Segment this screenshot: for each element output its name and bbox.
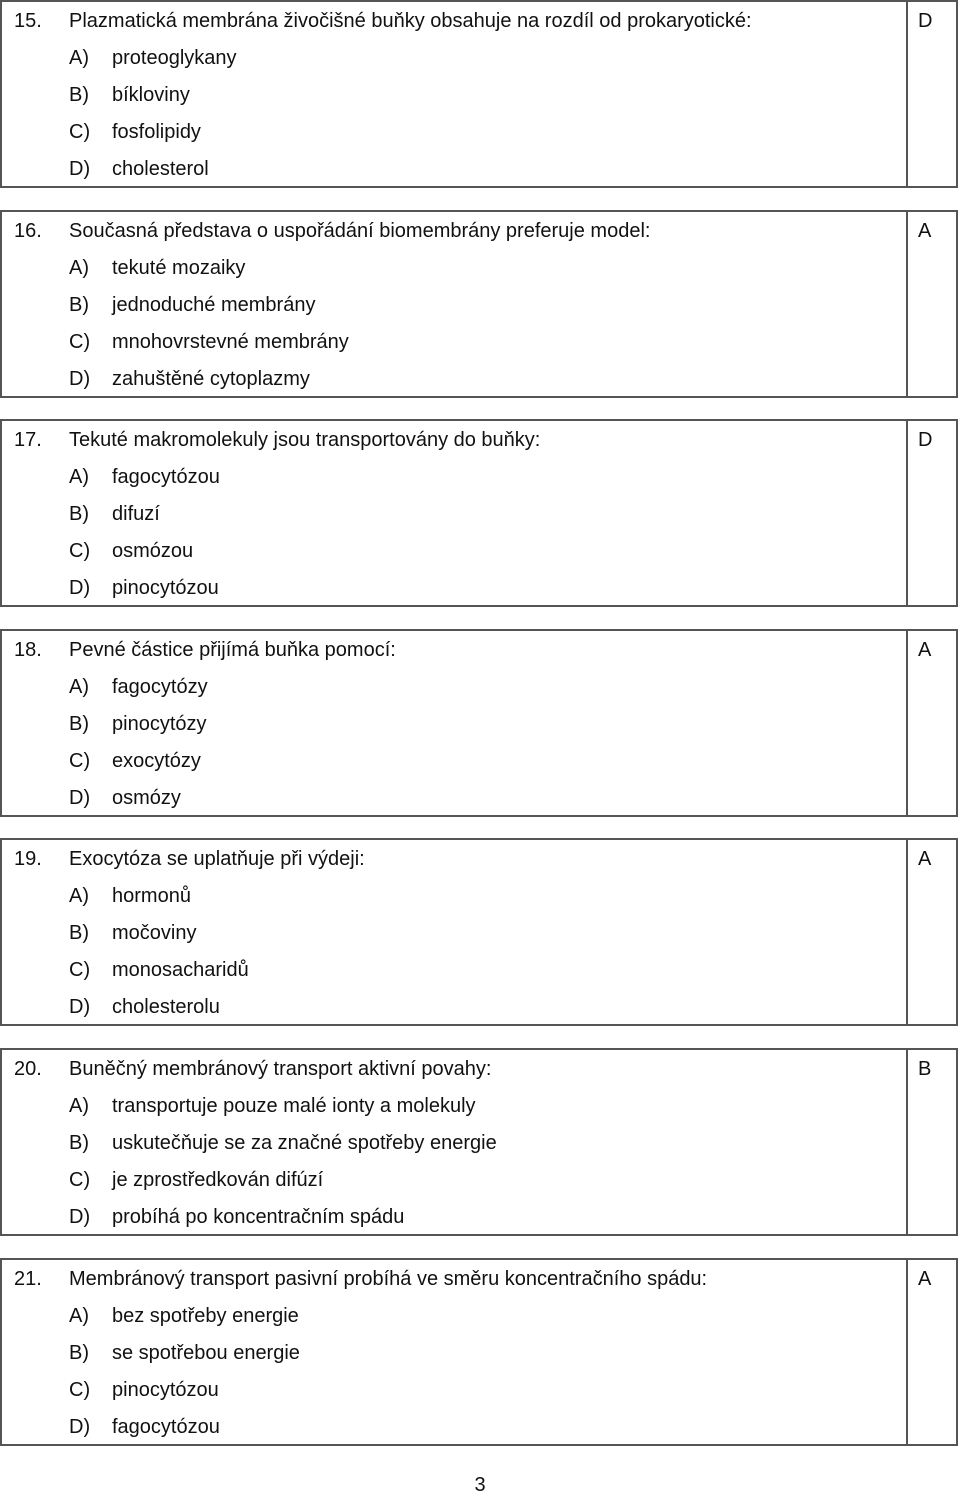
option-text: probíhá po koncentračním spádu [112,1206,405,1228]
option-text: osmózy [112,787,181,809]
question-block [0,838,960,1026]
question-number: 15. [14,10,42,32]
question-number: 17. [14,429,42,451]
option-letter: D) [69,158,91,180]
answer-key: D [918,10,933,32]
question-text: Tekuté makromolekuly jsou transportovány do buňky: [69,429,541,451]
option-text: tekuté mozaiky [112,257,246,279]
question-number: 19. [14,848,42,870]
option-letter: A) [69,1095,89,1117]
answer-cell [908,1258,958,1446]
answer-cell [908,629,958,817]
option-text: jednoduché membrány [112,294,316,316]
answer-key: A [918,1268,932,1290]
option-letter: D) [69,368,91,390]
option-letter: D) [69,996,91,1018]
option-letter: B) [69,713,89,735]
question-text: Buněčný membránový transport aktivní povahy: [69,1058,492,1080]
option-text: fagocytózy [112,676,208,698]
question-cell [0,0,908,188]
question-cell [0,838,908,1026]
option-letter: D) [69,1416,91,1438]
option-text: uskutečňuje se za značné spotřeby energie [112,1132,497,1154]
question-cell [0,1258,908,1446]
question-block [0,0,960,188]
option-text: je zprostředkován difúzí [112,1169,324,1191]
option-text: exocytózy [112,750,201,772]
answer-key: A [918,848,932,870]
question-number: 16. [14,220,42,242]
option-text: transportuje pouze malé ionty a molekuly [112,1095,476,1117]
question-number: 18. [14,639,42,661]
option-letter: B) [69,503,89,525]
option-text: pinocytózou [112,577,219,599]
question-block [0,1258,960,1446]
option-text: pinocytózou [112,1379,219,1401]
option-letter: C) [69,750,91,772]
answer-key: A [918,220,932,242]
question-cell [0,629,908,817]
question-cell [0,419,908,607]
option-text: osmózou [112,540,194,562]
option-text: monosacharidů [112,959,249,981]
option-letter: A) [69,885,89,907]
option-letter: C) [69,331,91,353]
option-letter: B) [69,84,89,106]
option-text: močoviny [112,922,197,944]
option-letter: C) [69,540,91,562]
option-text: mnohovrstevné membrány [112,331,349,353]
option-letter: B) [69,922,89,944]
option-text: fagocytózou [112,466,220,488]
option-text: cholesterolu [112,996,220,1018]
option-letter: A) [69,1305,89,1327]
option-letter: D) [69,1206,91,1228]
answer-cell [908,419,958,607]
answer-cell [908,210,958,398]
question-text: Pevné částice přijímá buňka pomocí: [69,639,396,661]
option-text: bez spotřeby energie [112,1305,299,1327]
answer-cell [908,1048,958,1236]
question-block [0,419,960,607]
answer-key: B [918,1058,932,1080]
option-letter: C) [69,1169,91,1191]
answer-cell [908,0,958,188]
question-block [0,1048,960,1236]
page-number: 3 [474,1474,486,1496]
option-letter: A) [69,257,89,279]
option-text: cholesterol [112,158,209,180]
option-letter: C) [69,959,91,981]
question-text: Plazmatická membrána živočišné buňky obsahuje na rozdíl od prokaryotické: [69,10,752,32]
option-text: proteoglykany [112,47,237,69]
option-letter: B) [69,294,89,316]
option-letter: D) [69,577,91,599]
option-text: bíkloviny [112,84,190,106]
question-block [0,210,960,398]
answer-cell [908,838,958,1026]
question-text: Membránový transport pasivní probíhá ve směru koncentračního spádu: [69,1268,708,1290]
question-block [0,629,960,817]
question-cell [0,210,908,398]
option-letter: B) [69,1342,89,1364]
question-number: 21. [14,1268,42,1290]
option-letter: C) [69,121,91,143]
answer-key: D [918,429,933,451]
question-text: Současná představa o uspořádání biomembrány preferuje model: [69,220,651,242]
answer-key: A [918,639,932,661]
option-letter: A) [69,47,89,69]
option-letter: D) [69,787,91,809]
option-letter: A) [69,466,89,488]
option-text: hormonů [112,885,191,907]
option-text: fagocytózou [112,1416,220,1438]
option-text: fosfolipidy [112,121,201,143]
option-text: difuzí [112,503,160,525]
option-letter: B) [69,1132,89,1154]
option-letter: A) [69,676,89,698]
option-text: zahuštěné cytoplazmy [112,368,310,390]
question-cell [0,1048,908,1236]
question-text: Exocytóza se uplatňuje při výdeji: [69,848,365,870]
option-text: pinocytózy [112,713,207,735]
question-number: 20. [14,1058,42,1080]
option-letter: C) [69,1379,91,1401]
option-text: se spotřebou energie [112,1342,300,1364]
